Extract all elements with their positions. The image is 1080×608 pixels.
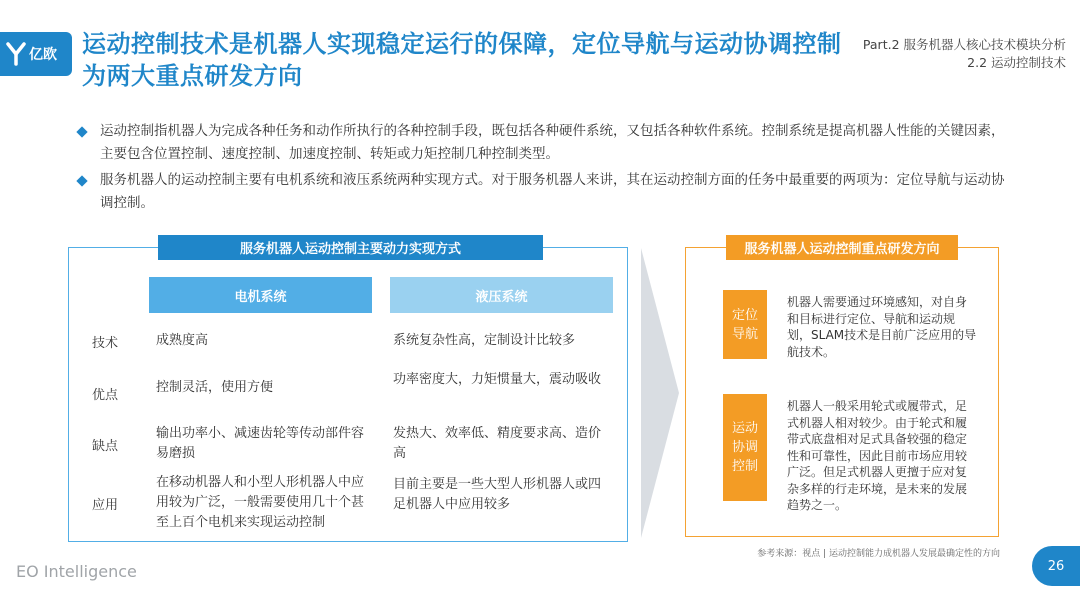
power-methods-title: 服务机器人运动控制主要动力实现方式: [158, 235, 543, 260]
logo: [0, 32, 72, 76]
hydraulic-apps-cell: 目前主要是一些大型人形机器人或四足机器人中应用较多: [393, 477, 602, 512]
bullet-list: [76, 120, 1016, 218]
bullet-item: [76, 120, 1016, 166]
tag-label: 运动协调控制: [731, 421, 758, 474]
diamond-bullet-icon: [76, 175, 87, 186]
positioning-navigation-desc: 机器人需要通过环境感知，对自身和目标进行定位、导航和运动规划，SLAM技术是目前广泛应用的导航技术。: [787, 295, 977, 359]
motor-apps-cell: 在移动机器人和小型人形机器人中应用较为广泛，一般需要使用几十个甚至上百个电机来实现运动控制: [156, 475, 365, 530]
hydraulic-system-header: 液压系统: [390, 277, 613, 313]
subsection-label: 2.2 运动控制技术: [967, 55, 1066, 70]
row-label-apps: 应用: [92, 498, 119, 513]
positioning-navigation-tag: [723, 290, 767, 359]
bullet-text: 运动控制指机器人为完成各种任务和动作所执行的各种控制手段，既包括各种硬件系统，又包括各种软件系统。控制系统是提高机器人性能的关键因素，主要包含位置控制、速度控制、加速度控制、转矩或力矩控制几种控制类型。: [100, 123, 1005, 162]
motor-cons-cell: 输出功率小、减速齿轮等传动部件容易磨损: [156, 426, 365, 461]
hydraulic-tech-cell: 系统复杂性高，定制设计比较多: [393, 333, 576, 348]
motion-coordination-desc: 机器人一般采用轮式或履带式，足式机器人相对较少。由于轮式和履带式底盘相对足式具备较强的稳定性和可靠性，因此目前市场应用较广泛。但足式机器人更擅于应对复杂多样的行走环境，是未来的发展趋势之一。: [787, 399, 968, 512]
source-note: 参考来源：视点 | 运动控制能力成机器人发展最确定性的方向: [757, 549, 1000, 559]
section-label: [863, 36, 1066, 72]
hydraulic-pros-cell: 功率密度大，力矩惯量大，震动吸收: [393, 372, 602, 387]
brand-footer: EO Intelligence: [16, 562, 137, 581]
page-title: 运动控制技术是机器人实现稳定运行的保障，定位导航与运动协调控制为两大重点研发方向: [82, 30, 842, 90]
diamond-bullet-icon: [76, 126, 87, 137]
y-logo-icon: [6, 42, 26, 66]
part-label: Part.2 服务机器人核心技术模块分析: [862, 37, 1066, 52]
page-number: 26: [1032, 546, 1080, 586]
tag-label: 定位导航: [731, 307, 758, 342]
row-label-cons: 缺点: [92, 439, 119, 454]
chevron-right-icon: [641, 248, 681, 538]
motor-tech-cell: 成熟度高: [156, 333, 209, 348]
motor-pros-cell: 控制灵活，使用方便: [156, 380, 274, 395]
logo-text: 亿欧: [29, 47, 57, 63]
hydraulic-cons-cell: 发热大、效率低、精度要求高、造价高: [393, 426, 602, 461]
row-label-pros: 优点: [92, 388, 119, 403]
motor-system-header: 电机系统: [149, 277, 372, 313]
row-label-tech: 技术: [92, 336, 119, 351]
motion-coordination-tag: [723, 394, 767, 501]
bullet-item: [76, 169, 1016, 215]
key-directions-title: 服务机器人运动控制重点研发方向: [726, 235, 958, 260]
bullet-text: 服务机器人的运动控制主要有电机系统和液压系统两种实现方式。对于服务机器人来讲，其在运动控制方面的任务中最重要的两项为：定位导航与运动协调控制。: [100, 172, 1005, 211]
